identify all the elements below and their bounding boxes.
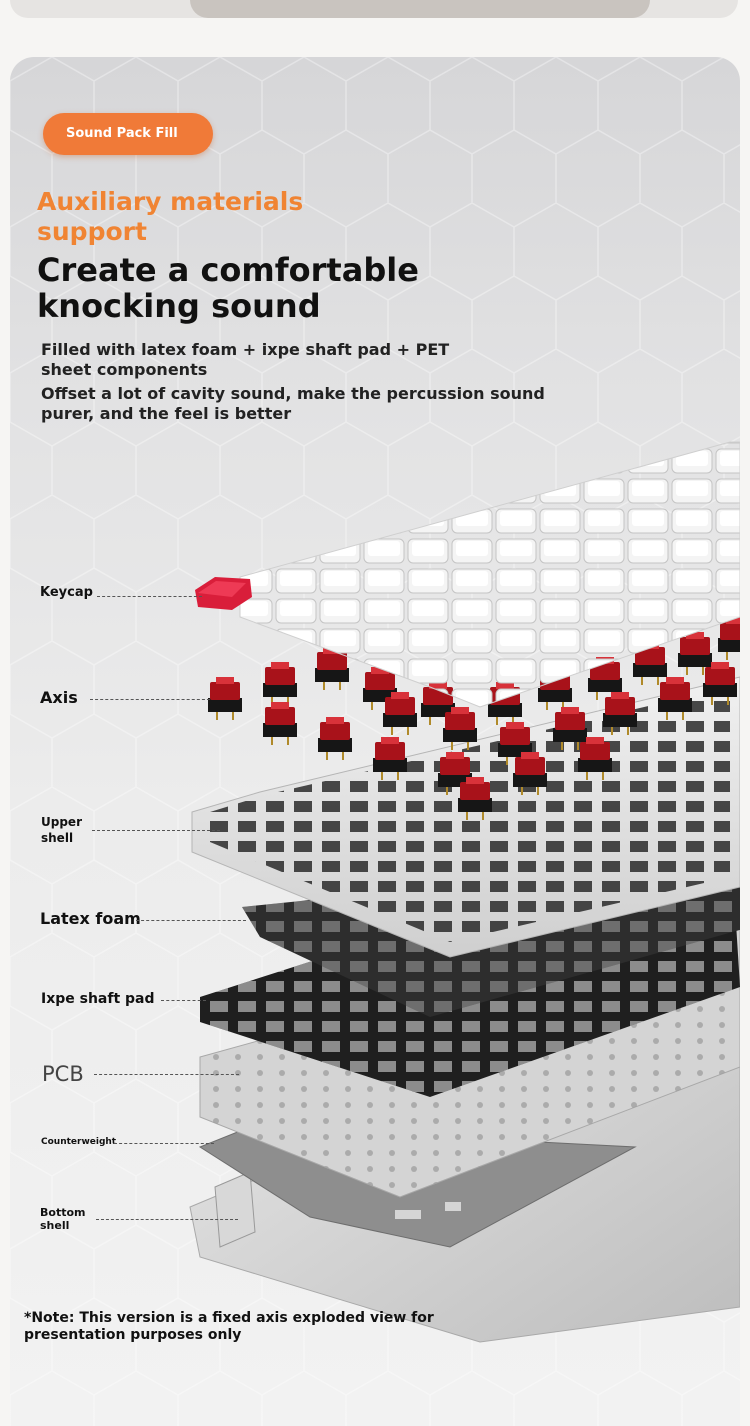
label-bottom-shell: Bottom shell <box>40 1206 86 1232</box>
label-keycap: Keycap <box>40 585 93 600</box>
description-line-2: Offset a lot of cavity sound, make the percussion sound purer, and the feel is better <box>41 384 545 423</box>
description-line-1: Filled with latex foam + ixpe shaft pad + PET sheet components <box>41 340 450 379</box>
section-subtitle: Auxiliary materials support <box>37 187 304 246</box>
sound-pack-badge: Sound Pack Fill <box>43 113 213 155</box>
top-banner-edge <box>10 0 738 18</box>
leader-upper-shell <box>92 830 220 831</box>
label-latex-foam: Latex foam <box>40 909 141 928</box>
sound-pack-card <box>10 57 740 1426</box>
leader-latex-foam <box>136 920 246 921</box>
presentation-note: *Note: This version is a fixed axis exploded view for presentation purposes only <box>24 1310 434 1343</box>
label-axis: Axis <box>40 688 78 707</box>
page-headline: Create a comfortable knocking sound <box>37 251 419 325</box>
leader-ixpe-shaft-pad <box>161 1000 206 1001</box>
label-upper-shell: Upper shell <box>41 815 82 845</box>
label-pcb: PCB <box>42 1062 84 1086</box>
label-ixpe-shaft-pad: Ixpe shaft pad <box>41 991 155 1007</box>
leader-axis <box>90 699 210 700</box>
leader-pcb <box>94 1074 239 1075</box>
exploded-keyboard-illustration <box>10 57 740 1426</box>
leader-counterweight <box>114 1143 214 1144</box>
leader-bottom-shell <box>96 1219 238 1220</box>
leader-keycap <box>97 596 202 597</box>
label-counterweight: Counterweight <box>41 1137 117 1147</box>
